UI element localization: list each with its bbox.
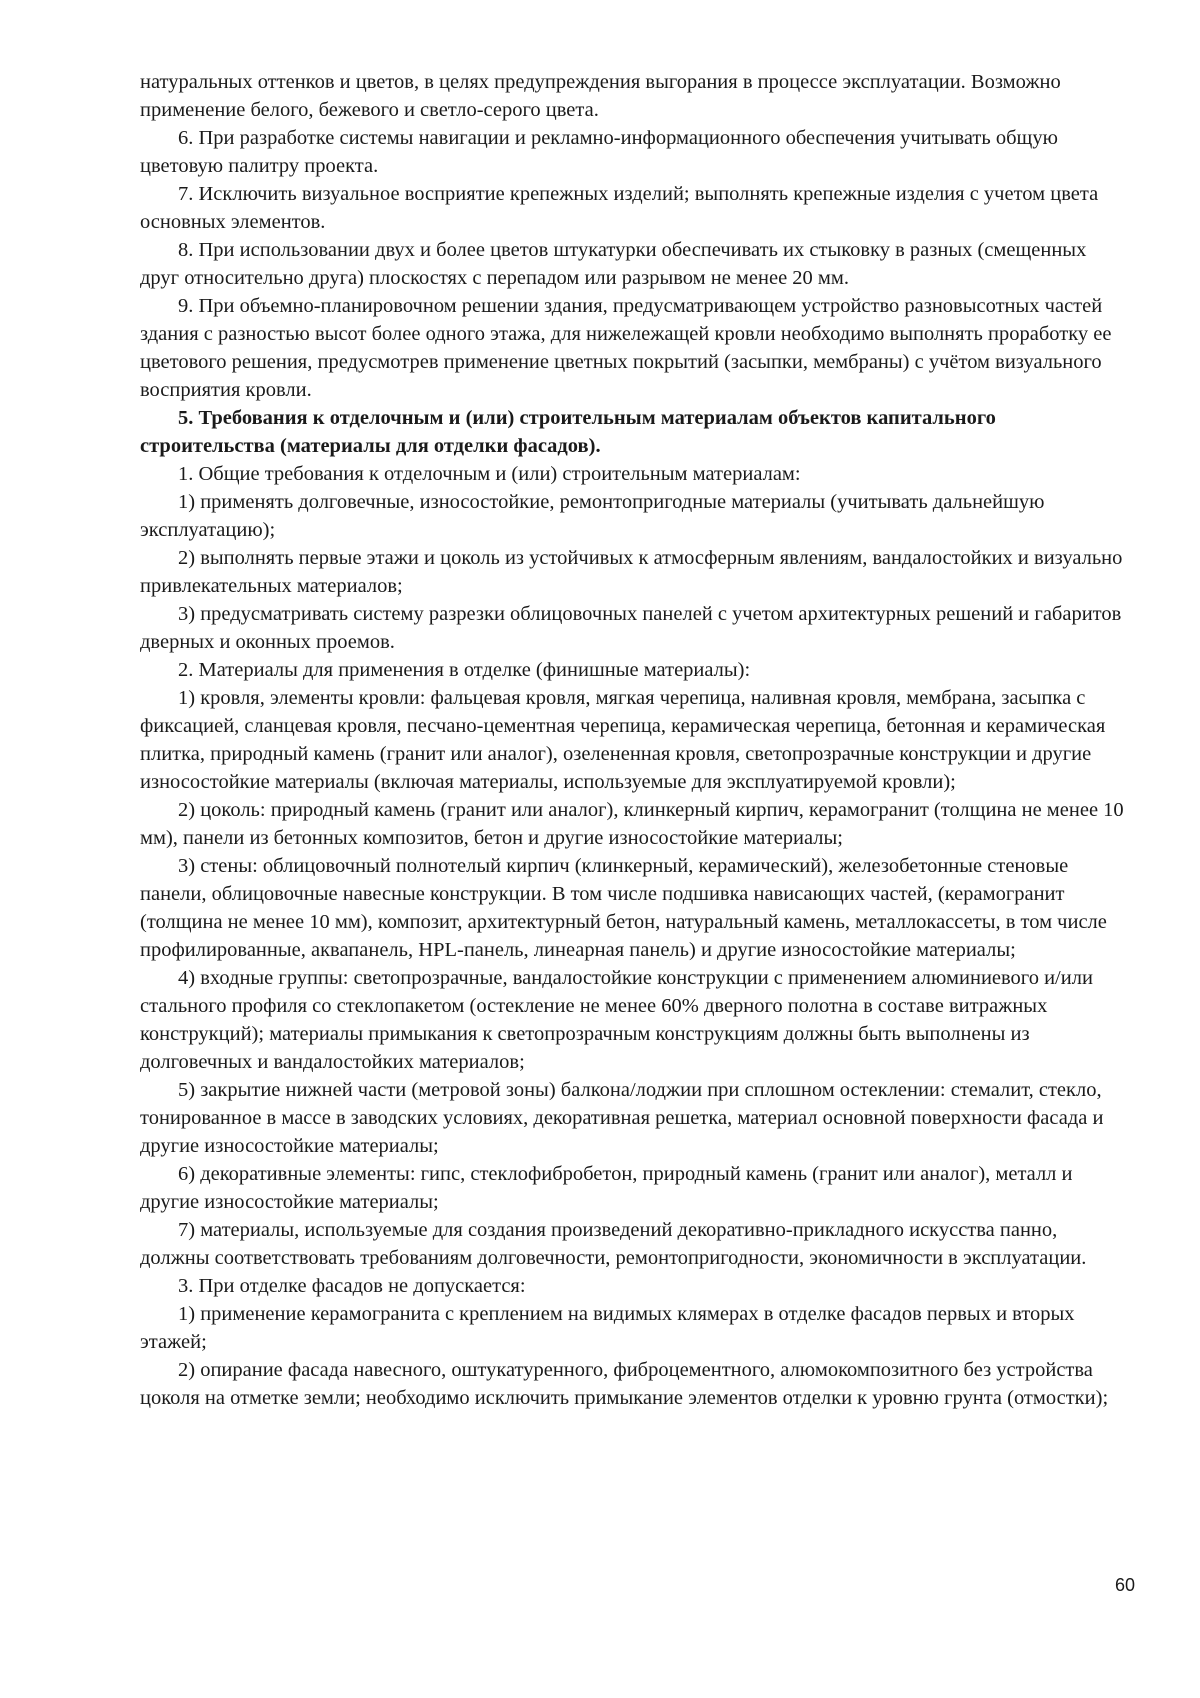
section-item: 1) применение керамогранита с креплением на видимых клямерах в отделке фасадов первых и вторых этажей; bbox=[140, 1303, 1075, 1353]
paragraph-item-8: 8. При использовании двух и более цветов штукатурки обеспечивать их стыковку в разных (смещенных друг относительно друга) плоскостях с перепадом или разрывом не менее 20 мм. bbox=[140, 239, 1087, 289]
section-heading: 5. Требования к отделочным и (или) строительным материалам объектов капитального строительства (материалы для отделки фасадов). bbox=[140, 407, 996, 457]
paragraph-item-7: 7. Исключить визуальное восприятие крепежных изделий; выполнять крепежные изделия с учетом цвета основных элементов. bbox=[140, 183, 1099, 233]
section-item: 5) закрытие нижней части (метровой зоны) балкона/лоджии при сплошном остеклении: стемалит, стекло, тонированное в массе в заводских условиях, декоративная решетка, материал основной поверхности фасада и другие износостойкие материалы; bbox=[140, 1079, 1104, 1157]
section-item: 3) предусматривать систему разрезки облицовочных панелей с учетом архитектурных решений и габаритов дверных и оконных проемов. bbox=[140, 603, 1122, 653]
section-item: 2) цоколь: природный камень (гранит или аналог), клинкерный кирпич, керамогранит (толщина не менее 10 мм), панели из бетонных композитов, бетон и другие износостойкие материалы; bbox=[140, 799, 1124, 849]
section-item: 6) декоративные элементы: гипс, стеклофибробетон, природный камень (гранит или аналог), металл и другие износостойкие материалы; bbox=[140, 1163, 1073, 1213]
paragraph-item-6: 6. При разработке системы навигации и рекламно-информационного обеспечения учитывать общую цветовую палитру проекта. bbox=[140, 127, 1058, 177]
section-item: 1) кровля, элементы кровли: фальцевая кровля, мягкая черепица, наливная кровля, мембрана, засыпка с фиксацией, сланцевая кровля, песчано-цементная черепица, керамическая черепица, бетонная и керамическая плитка, природный камень (гранит или аналог), озелененная кровля, светопрозрачные конструкции и другие износостойкие материалы (включая материалы, используемые для эксплуатируемой кровли); bbox=[140, 687, 1106, 793]
section-item: 1) применять долговечные, износостойкие, ремонтопригодные материалы (учитывать дальнейшую эксплуатацию); bbox=[140, 491, 1045, 541]
paragraph-continuation: натуральных оттенков и цветов, в целях предупреждения выгорания в процессе эксплуатации. Возможно применение белого, бежевого и светло-серого цвета. bbox=[140, 71, 1061, 121]
section-item: 2. Материалы для применения в отделке (финишные материалы): bbox=[178, 659, 751, 681]
section-item: 2) выполнять первые этажи и цоколь из устойчивых к атмосферным явлениям, вандалостойких и визуально привлекательных материалов; bbox=[140, 547, 1123, 597]
section-item: 2) опирание фасада навесного, оштукатуренного, фиброцементного, алюмокомпозитного без устройства цоколя на отметке земли; необходимо исключить примыкание элементов отделки к уровню грунта (отмостки); bbox=[140, 1359, 1109, 1409]
document-page bbox=[140, 68, 1130, 1412]
section-item: 1. Общие требования к отделочным и (или) строительным материалам: bbox=[178, 463, 801, 485]
section-item: 7) материалы, используемые для создания произведений декоративно-прикладного искусства панно, должны соответствовать требованиям долговечности, ремонтопригодности, экономичности в эксплуатации. bbox=[140, 1219, 1087, 1269]
section-item: 3. При отделке фасадов не допускается: bbox=[178, 1275, 526, 1297]
page-number: 60 bbox=[1115, 1575, 1136, 1595]
section-item: 3) стены: облицовочный полнотелый кирпич (клинкерный, керамический), железобетонные стеновые панели, облицовочные навесные конструкции. В том числе подшивка нависающих частей, (керамогранит (толщина не менее 10 мм), композит, архитектурный бетон, натуральный камень, металлокассеты, в том числе профилированные, аквапанель, HPL-панель, линеарная панель) и другие износостойкие материалы; bbox=[140, 855, 1107, 961]
section-item: 4) входные группы: светопрозрачные, вандалостойкие конструкции с применением алюминиевого и/или стального профиля со стеклопакетом (остекление не менее 60% дверного полотна в составе витражных конструкций); материалы примыкания к светопрозрачным конструкциям должны быть выполнены из долговечных и вандалостойких материалов; bbox=[140, 967, 1093, 1073]
paragraph-item-9: 9. При объемно-планировочном решении здания, предусматривающем устройство разновысотных частей здания с разностью высот более одного этажа, для нижележащей кровли необходимо выполнять проработку ее цветового решения, предусмотрев применение цветных покрытий (засыпки, мембраны) с учётом визуального восприятия кровли. bbox=[140, 295, 1112, 401]
